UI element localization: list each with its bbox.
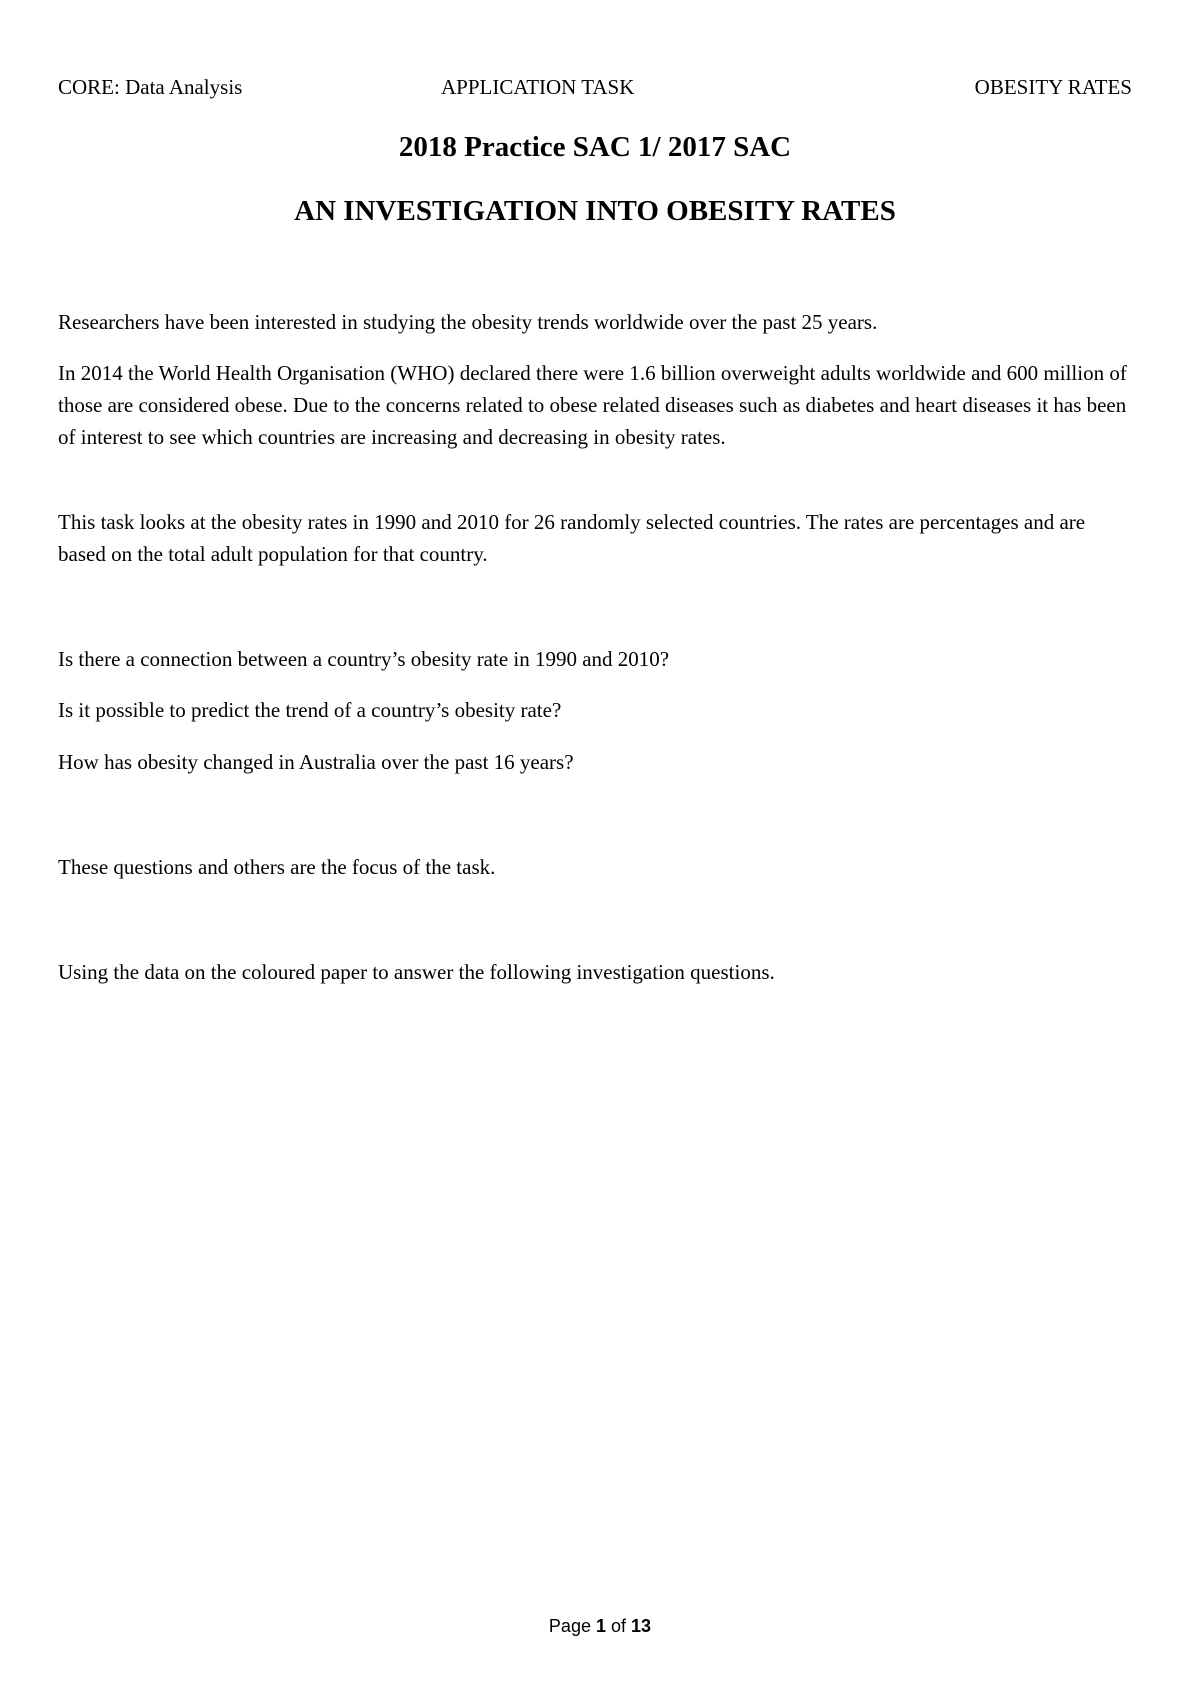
question-1: Is there a connection between a country’s obesity rate in 1990 and 2010? xyxy=(58,647,670,671)
page-footer xyxy=(0,1614,1200,1638)
instruction-paragraph: Using the data on the coloured paper to answer the following investigation questions. xyxy=(58,960,775,984)
who-paragraph: In 2014 the World Health Organisation (WHO) declared there were 1.6 billion overweight adults worldwide and 600 million of those are considered obese. Due to the concerns related to obese related diseases such as diabetes and heart diseases it has been of interest to see which countries are increasing and decreasing in obesity rates. xyxy=(58,361,1127,449)
question-3: How has obesity changed in Australia over the past 16 years? xyxy=(58,750,574,774)
intro-paragraph: Researchers have been interested in studying the obesity trends worldwide over the past 25 years. xyxy=(58,310,878,334)
header-center: APPLICATION TASK xyxy=(441,75,635,99)
focus-paragraph: These questions and others are the focus of the task. xyxy=(58,855,496,879)
question-2: Is it possible to predict the trend of a country’s obesity rate? xyxy=(58,698,562,722)
footer-of-word: of xyxy=(611,1616,627,1636)
footer-current-page: 1 xyxy=(595,1616,606,1636)
task-paragraph: This task looks at the obesity rates in 1990 and 2010 for 26 randomly selected countries. The rates are percentages and are based on the total adult population for that country. xyxy=(58,510,1086,566)
header-left: CORE: Data Analysis xyxy=(58,75,243,99)
document-subtitle: AN INVESTIGATION INTO OBESITY RATES xyxy=(294,195,896,227)
document-title: 2018 Practice SAC 1/ 2017 SAC xyxy=(398,131,792,163)
page-header xyxy=(58,73,1132,101)
footer-total-pages: 13 xyxy=(631,1616,652,1636)
header-right: OBESITY RATES xyxy=(974,75,1132,99)
footer-page-word: Page xyxy=(548,1616,591,1636)
